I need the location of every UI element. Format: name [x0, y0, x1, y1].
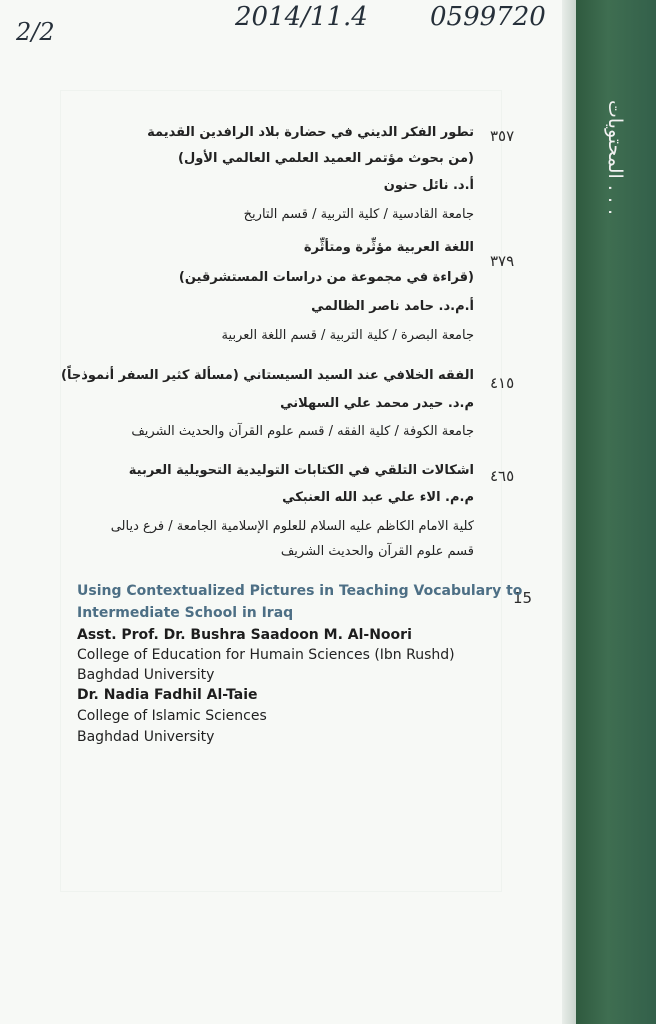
english-entry-page-number: 15: [513, 589, 533, 607]
entry-1-page-number: ٣٥٧: [490, 127, 515, 145]
english-entry-author-1-university: Baghdad University: [77, 667, 215, 683]
entry-3-page-number: ٤١٥: [490, 374, 515, 392]
entry-4-affiliation-line-2: قسم علوم القرآن والحديث الشريف: [280, 544, 474, 559]
entry-1-title: تطور الفكر الديني في حضارة بلاد الرافدين القديمة: [147, 125, 474, 140]
entry-2-author: أ.م.د. حامد ناصر الظالمي: [311, 299, 474, 314]
english-entry-title-line-2: Intermediate School in Iraq: [77, 605, 294, 621]
english-entry-author-1: Asst. Prof. Dr. Bushra Saadoon M. Al-Noori: [77, 627, 412, 643]
entry-2-affiliation: جامعة البصرة / كلية التربية / قسم اللغة العربية: [221, 328, 474, 343]
english-entry-title-line-1: Using Contextualized Pictures in Teaching Vocabulary to: [77, 583, 523, 599]
english-entry-author-2-university: Baghdad University: [77, 729, 215, 745]
page-edge: [562, 0, 576, 1024]
entry-4-author: م.م. الاء علي عبد الله العنبكي: [282, 490, 474, 505]
entry-3-title: الفقه الخلافي عند السيد السيستاني (مسألة كثير السفر أنموذجاً): [61, 368, 474, 383]
entry-1-affiliation: جامعة القادسية / كلية التربية / قسم التاريخ: [243, 207, 474, 222]
spine-contents-title: المحتويات . . .: [604, 100, 626, 216]
entry-3-affiliation: جامعة الكوفة / كلية الفقه / قسم علوم القرآن والحديث الشريف: [131, 424, 474, 439]
entry-2-page-number: ٣٧٩: [490, 252, 515, 270]
handwritten-date: 2014/11.4: [235, 2, 368, 32]
entry-4-affiliation-line-1: كلية الامام الكاظم عليه السلام للعلوم الإسلامية الجامعة / فرع ديالى: [110, 519, 474, 534]
entry-4-title: اشكالات التلقي في الكتابات التوليدية التحويلية العربية: [128, 463, 474, 478]
entry-2-subtitle: (قراءة في مجموعة من دراسات المستشرقين): [178, 270, 474, 285]
english-entry-author-1-college: College of Education for Humain Sciences (Ibn Rushd): [77, 647, 455, 663]
entry-2-title: اللغة العربية مؤثِّرة ومتأثِّرة: [303, 240, 474, 255]
handwritten-accession-number: 0599720: [430, 2, 546, 32]
entry-1-subtitle: (من بحوث مؤتمر العميد العلمي العالمي الأول): [178, 151, 474, 166]
handwritten-page-mark: 2/2: [16, 18, 55, 46]
entry-4-page-number: ٤٦٥: [490, 467, 515, 485]
english-entry-author-2: Dr. Nadia Fadhil Al-Taie: [77, 687, 258, 703]
entry-1-author: أ.د. نائل حنون: [383, 178, 474, 193]
english-entry-author-2-college: College of Islamic Sciences: [77, 708, 267, 724]
entry-3-author: م.د. حيدر محمد علي السهلاني: [280, 396, 474, 411]
